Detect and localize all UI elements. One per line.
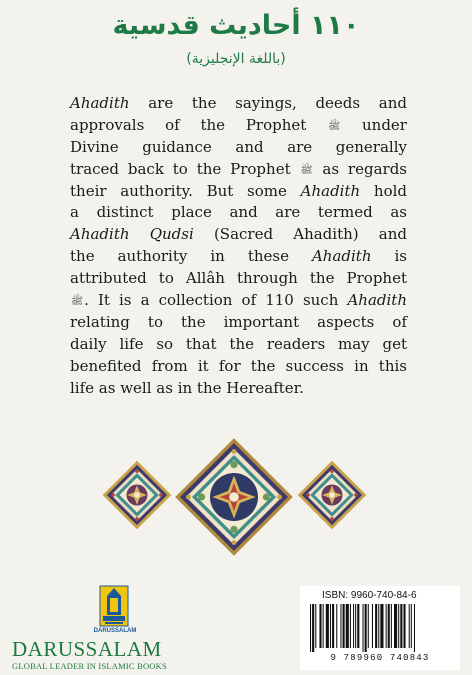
italic-term: Ahadith [70, 94, 130, 112]
arabic-subtitle: (باللغة الإنجليزية) [186, 51, 286, 67]
barcode-bar [319, 604, 321, 648]
text-run: their authority. But some [70, 181, 301, 200]
barcode-bar [368, 604, 369, 648]
barcode-bar [411, 604, 412, 648]
text-run: Divine guidance and are generally [70, 137, 407, 156]
barcode-bar [363, 604, 364, 652]
publisher-logo-label: DARUSSALAM [93, 628, 137, 634]
barcode-bar [388, 604, 390, 648]
barcode-bar [386, 604, 387, 648]
description-line [70, 224, 407, 246]
barcode-bar [312, 604, 314, 652]
text-run: the authority in these [70, 247, 312, 266]
barcode [308, 604, 454, 652]
barcode-bar [315, 604, 316, 648]
barcode-bar [380, 604, 383, 648]
text-run: attributed to Allâh through the Prophet [70, 269, 407, 288]
barcode-bar [336, 604, 337, 648]
text-run: (Sacred Ahadith) and [193, 225, 407, 244]
barcode-bar [357, 604, 359, 648]
description-text [70, 93, 407, 399]
pbuh-symbol-icon: ﷺ [71, 296, 84, 308]
description-line [70, 312, 407, 334]
ornamental-tile-right [297, 460, 367, 530]
text-run: as regards [313, 159, 407, 178]
description-line [70, 378, 407, 400]
text-run: relating to the important aspects of [70, 312, 407, 331]
ornamental-tile-center [174, 437, 294, 557]
barcode-bar [394, 604, 397, 648]
barcode-area [300, 586, 460, 670]
description-line [70, 137, 407, 159]
barcode-bar [353, 604, 354, 648]
barcode-bar [409, 604, 410, 648]
text-run: approvals of the Prophet [70, 115, 328, 134]
text-run: benefited from it for the success in this [70, 356, 407, 375]
text-run: . It is a collection of 110 such [84, 291, 348, 310]
publisher-block [10, 585, 210, 670]
ornamental-tile-left [102, 460, 172, 530]
description-line [70, 356, 407, 378]
description-line [70, 181, 407, 203]
description-line [70, 334, 407, 356]
description-line [70, 202, 407, 224]
italic-term: Ahadith Qudsi [70, 225, 194, 244]
barcode-bar [346, 604, 349, 648]
description-line [70, 93, 407, 115]
barcode-bar [350, 604, 351, 648]
barcode-bar [375, 604, 377, 648]
text-run: traced back to the Prophet [70, 159, 300, 178]
pbuh-symbol-icon: ﷺ [300, 164, 313, 176]
pbuh-symbol-icon: ﷺ [328, 120, 341, 132]
text-run: is [371, 247, 407, 266]
barcode-digits: 9 789960 740843 [330, 653, 430, 663]
barcode-bar [323, 604, 324, 648]
barcode-bar [400, 604, 402, 648]
text-run: a distinct place and are termed as [70, 203, 407, 222]
description-line [70, 290, 407, 312]
barcode-bar [340, 604, 341, 648]
barcode-bar [378, 604, 379, 648]
publisher-logo [99, 585, 129, 627]
barcode-bar [310, 604, 311, 652]
text-run: daily life so that the readers may get [70, 334, 407, 353]
barcode-bar [355, 604, 356, 648]
description-line [70, 246, 407, 268]
barcode-bar [326, 604, 329, 648]
barcode-bar [372, 604, 373, 648]
text-run: under [341, 115, 407, 134]
italic-term: Ahadith [347, 291, 407, 310]
barcode-bar [414, 604, 415, 652]
description-line [70, 115, 407, 137]
isbn-label: ISBN: 9960-740-84-6 [322, 590, 417, 601]
publisher-tagline: GLOBAL LEADER IN ISLAMIC BOOKS [12, 661, 167, 671]
barcode-bar [343, 604, 345, 648]
barcode-bar [330, 604, 331, 648]
text-run: are the sayings, deeds and [129, 94, 407, 112]
text-run: hold [360, 181, 408, 200]
italic-term: Ahadith [300, 181, 361, 200]
barcode-bar [403, 604, 405, 648]
barcode-bar [398, 604, 399, 648]
description-line [70, 268, 407, 290]
description-line [70, 159, 407, 181]
publisher-name: DARUSSALAM [12, 637, 162, 661]
arabic-title: ١١٠ أحاديث قدسية [112, 10, 360, 41]
barcode-bar [391, 604, 392, 648]
italic-term: Ahadith [311, 247, 372, 266]
barcode-bar [332, 604, 334, 648]
barcode-bar [365, 604, 367, 652]
text-run: life as well as in the Hereafter. [70, 378, 304, 397]
